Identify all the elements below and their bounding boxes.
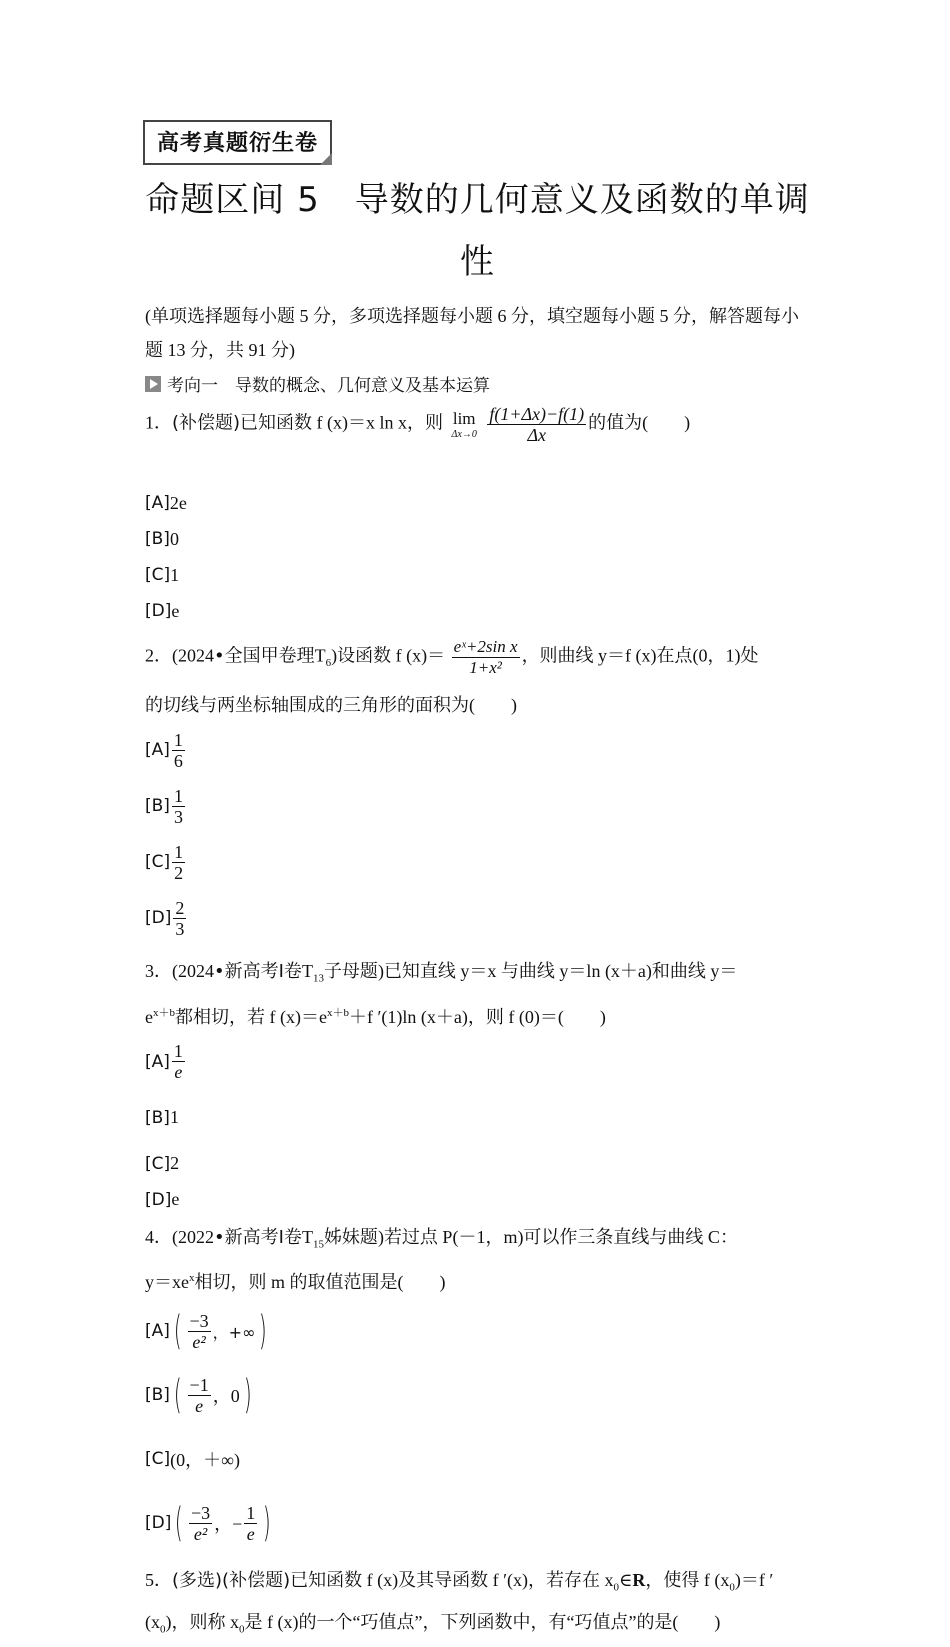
fraction-numerator: 1 (173, 729, 183, 750)
option-label: [A] (145, 1321, 170, 1342)
question-text-bold: R (632, 1570, 646, 1591)
option-label: [C] (145, 565, 171, 585)
fraction-numerator: 1 (173, 785, 183, 806)
option-label: [A] (145, 493, 170, 513)
question-tag: (补偿题) (172, 412, 241, 434)
question-tag: (多选)(补偿题) (172, 1570, 291, 1592)
question-text: e (145, 1006, 153, 1027)
question-source: 姊妹题 (323, 1226, 378, 1248)
option-b[interactable] (145, 521, 480, 557)
option-fraction (172, 842, 185, 883)
right-paren-icon: ) (263, 1500, 271, 1547)
title-line-2: 性 (460, 242, 495, 282)
question-source: (2022 (172, 1226, 214, 1247)
options-q2 (145, 722, 810, 946)
option-label: [B] (145, 796, 170, 817)
option-a[interactable] (145, 722, 480, 778)
play-triangle-icon (145, 376, 161, 392)
left-paren-icon: ( (173, 1372, 182, 1419)
question-number: 1． (145, 412, 172, 433)
fraction-denominator: e² (192, 1331, 206, 1352)
question-text: 相切，则 m 的取值范围是( ) (194, 1272, 446, 1293)
question-number: 5． (145, 1570, 172, 1591)
option-label: [D] (145, 601, 172, 621)
section-heading-1 (145, 371, 810, 396)
question-number: 3． (145, 961, 172, 982)
left-paren-icon: ( (173, 1308, 182, 1355)
question-source: (2024 (172, 645, 214, 666)
option-b[interactable] (145, 1090, 480, 1146)
fraction-denominator: 3 (175, 918, 185, 939)
option-fraction (172, 786, 185, 827)
option-d[interactable] (145, 593, 480, 629)
title-line-1: 命题区间 5 导数的几何意义及函数的单调 (145, 180, 810, 220)
fraction-numerator: 1 (174, 841, 184, 862)
option-a[interactable] (145, 485, 480, 521)
question-source-sub: 15 (312, 1238, 324, 1251)
option-label: [C] (145, 1449, 171, 1470)
fraction-numerator: f(1+Δx)−f(1) (489, 404, 585, 424)
option-label: [C] (145, 852, 171, 873)
option-fraction (189, 1503, 212, 1544)
option-fraction (244, 1503, 257, 1544)
options-q1 (145, 485, 810, 629)
score-note: (单项选择题每小题 5 分，多项选择题每小题 6 分，填空题每小题 5 分，解答题每小题 13 分，共 91 分) (145, 306, 799, 360)
question-source: •新高考Ⅰ卷 (214, 961, 302, 983)
right-paren-icon: ) (259, 1308, 268, 1355)
question-source: 子母题 (323, 961, 378, 983)
document-page (145, 120, 810, 1647)
question-source: ) (331, 645, 338, 666)
fraction-denominator: e (246, 1523, 255, 1544)
question-text-sub: 0 (160, 1623, 166, 1636)
limit-expression (452, 409, 477, 441)
option-label: [D] (145, 1513, 172, 1534)
fraction-numerator: 1 (246, 1502, 256, 1523)
option-label: [B] (145, 529, 170, 549)
question-text: ，则曲线 y＝f (x)在点(0，1)处 (521, 645, 759, 666)
fraction-denominator: e (174, 1062, 183, 1083)
options-q4 (145, 1299, 810, 1555)
question-source: •全国甲卷理 (214, 645, 315, 667)
question-text: (x (145, 1612, 160, 1632)
option-value: 2 (170, 1153, 180, 1174)
question-text: )，则称 x (165, 1612, 239, 1632)
right-paren-icon: ) (243, 1372, 252, 1419)
option-c[interactable] (145, 1146, 480, 1182)
question-source: T (301, 961, 313, 982)
question-3 (145, 954, 810, 1034)
option-value: 2e (169, 492, 187, 513)
question-1 (145, 404, 810, 445)
fraction-denominator: Δx (527, 425, 547, 445)
option-b[interactable] (145, 778, 480, 834)
fraction-numerator: 1 (173, 1041, 183, 1062)
question-text: 若过点 P(－1，m)可以作三条直线与曲线 C： (383, 1226, 738, 1247)
option-fraction (188, 1375, 211, 1416)
question-text: 设函数 f (x)＝ (337, 645, 446, 666)
fraction-denominator: 2 (174, 862, 184, 883)
option-label: [B] (145, 1385, 170, 1406)
option-d[interactable] (145, 1491, 480, 1555)
fraction-numerator: −1 (189, 1374, 209, 1395)
function-fraction (452, 637, 520, 678)
option-a[interactable] (145, 1034, 480, 1090)
question-text: ∈ (619, 1570, 633, 1591)
option-fraction (172, 1041, 185, 1082)
lim-condition: Δx→0 (451, 428, 477, 440)
fraction-denominator: e (195, 1395, 204, 1416)
question-text: 的切线与两坐标轴围成的三角形的面积为( ) (145, 695, 517, 716)
question-text-sub: 0 (613, 1582, 619, 1594)
option-label: [A] (145, 1051, 170, 1072)
page-title (145, 169, 810, 293)
question-5 (145, 1563, 810, 1646)
question-text: )＝f ′ (734, 1570, 774, 1591)
question-text: ＋f ′(1)ln (x＋a)，则 f (0)＝( ) (348, 1006, 606, 1027)
option-b[interactable] (145, 1363, 480, 1427)
fraction-denominator: 6 (173, 750, 183, 771)
question-text: y＝xe (145, 1272, 189, 1293)
fraction-numerator: −3 (189, 1310, 209, 1331)
question-text-sup: x (189, 1272, 195, 1285)
question-source-sub: 6 (325, 657, 332, 670)
option-label: [D] (145, 1189, 172, 1210)
question-text: 已知函数 f (x)＝x ln x，则 (240, 412, 444, 433)
badge-text: 高考真题衍生卷 (157, 130, 319, 156)
section-badge (143, 120, 332, 165)
option-fraction (188, 1311, 211, 1352)
fraction-denominator: e² (193, 1523, 208, 1544)
option-d[interactable] (145, 1182, 480, 1218)
question-source: ) (377, 961, 384, 982)
options-q3 (145, 1034, 810, 1218)
option-value: (0，＋∞) (170, 1450, 240, 1471)
question-text-sup: x＋b (153, 1006, 175, 1019)
option-value: e (171, 600, 180, 621)
option-value: 0 (169, 528, 179, 549)
question-source: (2024 (172, 961, 214, 982)
question-source: T (301, 1226, 313, 1247)
option-c[interactable] (145, 834, 480, 890)
question-source: T (314, 645, 326, 666)
option-c[interactable] (145, 557, 480, 593)
lim-word: lim (452, 408, 476, 428)
option-value: e (171, 1189, 180, 1210)
fraction-denominator: 1+x² (469, 658, 502, 677)
fraction-denominator: 3 (173, 806, 183, 827)
question-number: 4． (145, 1226, 172, 1247)
question-source: •新高考Ⅰ卷 (214, 1226, 302, 1248)
question-text: 都相切，若 f (x)＝e (175, 1006, 327, 1027)
question-text-sub: 0 (239, 1623, 245, 1636)
question-source-sub: 13 (312, 972, 324, 985)
option-d[interactable] (145, 890, 480, 946)
section-heading-text: 考向一 导数的概念、几何意义及基本运算 (167, 376, 490, 396)
question-4 (145, 1220, 810, 1300)
option-label: [C] (145, 1153, 171, 1174)
option-fraction (172, 730, 185, 771)
question-text: 已知直线 y＝x 与曲线 y＝ln (x＋a)和曲线 y＝ (383, 961, 738, 982)
option-c[interactable] (145, 1427, 480, 1491)
option-value: ，0 (212, 1386, 240, 1407)
fraction-numerator: 2 (175, 897, 185, 918)
option-value: ，− (214, 1514, 243, 1535)
option-label: [D] (145, 908, 172, 929)
option-fraction (173, 898, 186, 939)
question-text: ，使得 f (x (645, 1570, 730, 1591)
badge-corner-icon (320, 153, 332, 165)
question-text-sup: x＋b (326, 1006, 349, 1019)
limit-fraction (487, 404, 586, 445)
fraction-numerator: eˣ+2sin x (453, 637, 518, 656)
option-value: 1 (170, 564, 180, 585)
question-text-sub: 0 (729, 1582, 735, 1594)
question-text: 是 f (x)的一个“巧值点”，下列函数中，有“巧值点”的是( ) (244, 1612, 721, 1632)
question-2 (145, 637, 810, 722)
option-label: [A] (145, 740, 170, 761)
option-value: ，+∞ (212, 1322, 256, 1342)
fraction-numerator: −3 (190, 1502, 211, 1523)
left-paren-icon: ( (175, 1500, 184, 1547)
question-text: 已知函数 f (x)及其导函数 f ′(x)，若存在 x (290, 1570, 614, 1591)
question-number: 2． (145, 645, 172, 666)
option-value: 1 (169, 1107, 179, 1128)
option-a[interactable] (145, 1299, 480, 1363)
question-text: 的值为( ) (588, 412, 691, 433)
option-label: [B] (145, 1107, 170, 1128)
question-source: ) (377, 1226, 384, 1247)
